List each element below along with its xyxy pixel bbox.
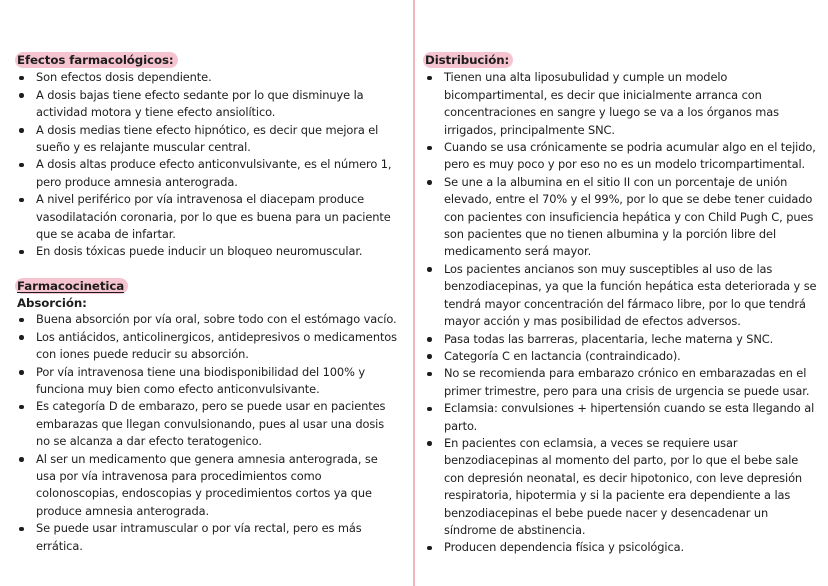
list-item: Buena absorción por vía oral, sobre todo con el estómago vacío. xyxy=(17,311,397,328)
farmacocinetica-heading: Farmacocinetica xyxy=(15,278,128,294)
list-item: Por vía intravenosa tiene una biodisponibilidad del 100% y funciona muy bien como efecto anticonvulsivante. xyxy=(17,364,397,399)
list-item: A dosis medias tiene efecto hipnótico, es decir que mejora el sueño y es relajante muscular central. xyxy=(17,122,397,157)
list-item: Se une a la albumina en el sitio II con un porcentaje de unión elevado, entre el 70% y el 99%, por lo que se debe tener cuidado con pacientes con insuficiencia hepática y con Child Pugh C, pues son pacientes que no tienen albumina y la porción libre del medicamento será mayor. xyxy=(425,174,820,261)
list-item: Tienen una alta liposubulidad y cumple un modelo bicompartimental, es decir que inicialmente arranca con concentraciones en sangre y luego se va a los órganos mas irrigados, principalmente SNC. xyxy=(425,69,820,139)
efectos-list xyxy=(17,69,397,260)
list-item: Los antiácidos, anticolinergicos, antidepresivos o medicamentos con iones puede reducir su absorción. xyxy=(17,329,397,364)
list-item: Categoría C en lactancia (contraindicado). xyxy=(425,348,820,365)
absorcion-subheading: Absorción: xyxy=(17,296,87,311)
column-divider xyxy=(413,0,415,586)
list-item: Pasa todas las barreras, placentaria, leche materna y SNC. xyxy=(425,331,820,348)
left-column xyxy=(17,52,397,555)
list-item: Se puede usar intramuscular o por vía rectal, pero es más errática. xyxy=(17,520,397,555)
distribucion-heading: Distribución: xyxy=(423,52,513,68)
distribucion-list xyxy=(425,69,820,556)
list-item: En pacientes con eclamsia, a veces se requiere usar benzodiacepinas al momento del parto, por lo que el bebe sale con depresión neonatal, es decir hipotonico, con leve depresión respiratoria, hipotermia y si la paciente era dependiente a las benzodiacepinas el bebe puede nacer y desencadenar un síndrome de abstinencia. xyxy=(425,435,820,539)
list-item: Los pacientes ancianos son muy susceptibles al uso de las benzodiacepinas, ya que la función hepática esta deteriorada y se tendrá mayor concentración del fármaco libre, por lo que tendrá mayor acción y mas posibilidad de efectos adversos. xyxy=(425,261,820,331)
list-item: Cuando se usa crónicamente se podria acumular algo en el tejido, pero es muy poco y por eso no es un modelo tricompartimental. xyxy=(425,139,820,174)
list-item: Eclamsia: convulsiones + hipertensión cuando se esta llegando al parto. xyxy=(425,400,820,435)
absorcion-list xyxy=(17,311,397,555)
efectos-heading: Efectos farmacológicos: xyxy=(15,52,178,68)
list-item: Producen dependencia física y psicológica. xyxy=(425,539,820,556)
list-item: Son efectos dosis dependiente. xyxy=(17,69,397,86)
section-gap xyxy=(17,261,397,278)
list-item: Al ser un medicamento que genera amnesia anterograda, se usa por vía intravenosa para procedimientos como colonoscopias, endoscopias y procedimientos cortos ya que produce amnesia anterograda. xyxy=(17,451,397,521)
list-item: A nivel periférico por vía intravenosa el diacepam produce vasodilatación coronaria, por lo que es buena para un paciente que se acaba de infartar. xyxy=(17,191,397,243)
right-column xyxy=(425,52,820,557)
list-item: En dosis tóxicas puede inducir un bloqueo neuromuscular. xyxy=(17,243,397,260)
list-item: A dosis altas produce efecto anticonvulsivante, es el número 1, pero produce amnesia anterograda. xyxy=(17,156,397,191)
list-item: A dosis bajas tiene efecto sedante por lo que disminuye la actividad motora y tiene efecto ansiolítico. xyxy=(17,87,397,122)
list-item: Es categoría D de embarazo, pero se puede usar en pacientes embarazas que llegan convulsionando, pues al usar una dosis no se alcanza a dar efecto teratogenico. xyxy=(17,398,397,450)
list-item: No se recomienda para embarazo crónico en embarazadas en el primer trimestre, pero para una crisis de urgencia se puede usar. xyxy=(425,365,820,400)
